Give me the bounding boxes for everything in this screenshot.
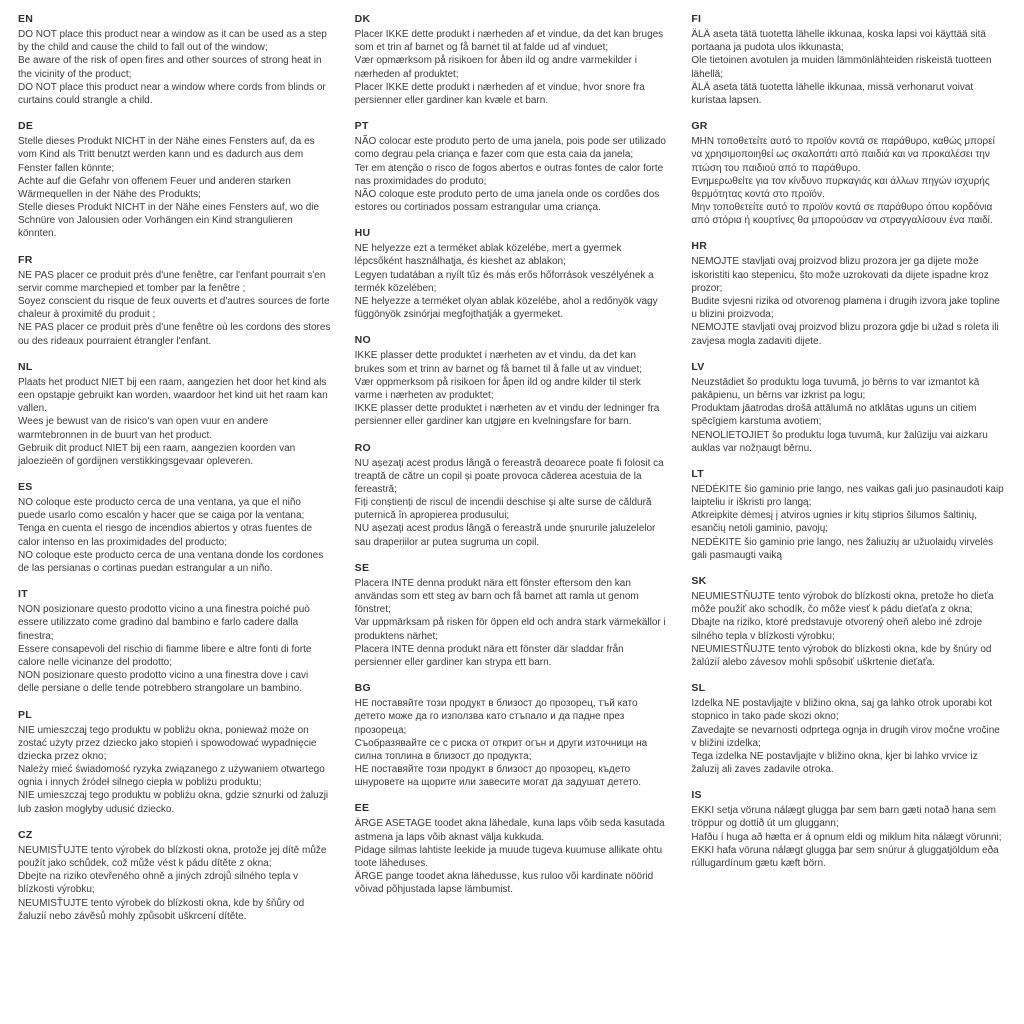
language-section-hr xyxy=(691,240,1004,347)
language-code: NL xyxy=(18,360,33,373)
language-code: CZ xyxy=(18,828,33,841)
warning-text: ÄRGE ASETAGE toodet akna lähedale, kuna laps võib seda kasutada astmena ja laps võib aknast välja kukkuda. xyxy=(354,818,665,843)
warning-text: NU așezați acest produs lângă o fereastră deoarece poate fi folosit ca treaptă de către un copil și poate provoca căderea acestuia de la fereastră; xyxy=(354,457,664,495)
warning-text: NE PAS placer ce produit près d'une fenêtre où les cordons des stores ou des rideaux pourraient étrangler l'enfant. xyxy=(18,322,331,347)
warning-text: Gebruik dit product NIET bij een raam, aangezien koorden van jaloezieën of gordijnen verstikkingsgevaar opleveren. xyxy=(18,442,296,467)
language-section-sl xyxy=(691,682,1004,776)
warning-text: Stelle dieses Produkt NICHT in der Nähe eines Fensters auf, wo die Schnüre von Jalousien oder Vorhängen ein Kind strangulieren könnten. xyxy=(18,202,320,240)
warning-text: Dbejte na riziko otevřeného ohně a jiných zdrojů silného tepla v blízkosti výrobku; xyxy=(18,871,299,896)
warning-text: NE helyezze ezt a terméket ablak közelébe, mert a gyermek lépcsőként használhatja, és kieshet az ablakon; xyxy=(354,243,622,268)
warning-text: Placer IKKE dette produkt i nærheden af et vindue, hvor snore fra persienner eller gardiner kan kvæle et barn. xyxy=(354,81,645,106)
warning-text: Hafðu í huga að hætta er á opnum eldi og miklum hita nálægt vörunni; xyxy=(691,831,1002,843)
warning-text: Tenga en cuenta el riesgo de incendios abiertos y otras fuentes de calor intenso en las proximidades del producto; xyxy=(18,523,313,548)
language-code: PT xyxy=(354,120,369,133)
warning-text: EKKI setja vöruna nálægt glugga þar sem barn gæti notað hana sem tröppur og dottið út um gluggann; xyxy=(691,805,996,830)
column-1 xyxy=(18,13,331,936)
warning-text: DO NOT place this product near a window where cords from blinds or curtains could strangle a child. xyxy=(18,81,326,106)
language-code: SL xyxy=(691,682,706,695)
language-section-fi xyxy=(691,13,1004,107)
warning-text: Var uppmärksam på risken för öppen eld och andra stark värmekällor i produktens närhet; xyxy=(354,617,666,642)
language-code: NO xyxy=(354,334,372,347)
language-section-de xyxy=(18,120,331,241)
warning-text: Съобразявайте се с риска от открит огън и други източници на силна топлина в близост до продукта; xyxy=(354,737,648,762)
warning-text: НЕ поставяйте този продукт в близост до прозорец, тъй като детето може да го използва като стъпало и да падне през прозореца; xyxy=(354,698,638,736)
warning-text: Wees je bewust van de risico's van open vuur en andere warmtebronnen in de buurt van het product. xyxy=(18,416,269,441)
warning-text: ÄRGE pange toodet akna lähedusse, kus ruloo või kardinate nöörid võivad põhjustada lapse lämbumist. xyxy=(354,871,654,896)
warning-text: Soyez conscient du risque de feux ouverts et d'autres sources de forte chaleur à proximité du produit ; xyxy=(18,296,330,321)
warning-columns xyxy=(18,13,1004,936)
warning-text: NE PAS placer ce produit près d'une fenêtre, car l'enfant pourrait s'en servir comme marchepied et tomber par la fenêtre ; xyxy=(18,269,326,294)
warning-text: IKKE plasser dette produktet i nærheten av et vindu der ledninger fra persienner eller gardiner kan utgjøre en kvelningsfare for barn. xyxy=(354,403,660,428)
language-section-pt xyxy=(355,120,668,214)
language-section-lv xyxy=(691,361,1004,455)
warning-text: NON posizionare questo prodotto vicino a una finestra poiché può essere utilizzato come gradino dal bambino e farlo cadere dalla finestra; xyxy=(18,604,310,642)
warning-text: ÄLÄ aseta tätä tuotetta lähelle ikkunaa, missä verhonarut voivat kuristaa lapsen. xyxy=(691,81,974,106)
warning-text: NEMOJTE stavljati ovaj proizvod blizu prozora gdje bi užad s roleta ili zavjesa mogla zadaviti dijete. xyxy=(691,322,999,347)
language-section-pl xyxy=(18,709,331,816)
language-code: ES xyxy=(18,481,33,494)
warning-text: Ole tietoinen avotulen ja muiden lämmönlähteiden riskeistä tuotteen lähellä; xyxy=(691,55,992,80)
warning-text: NEUMIESTŇUJTE tento výrobok do blízkosti okna, pretože ho dieťa môže použiť ako schodík, čo môže viesť k pádu dieťaťa z okna; xyxy=(691,591,994,616)
warning-text: Achte auf die Gefahr von offenem Feuer und anderen starken Wärmequellen in der Nähe des Produkts; xyxy=(18,175,291,200)
warning-text: Plaats het product NIET bij een raam, aangezien het door het kind als een opstapje gebruikt kan worden, waardoor het kind uit het raam kan vallen. xyxy=(18,376,328,415)
language-code: BG xyxy=(354,682,372,695)
warning-text: Fiți conștienți de riscul de incendii deschise și alte surse de căldură puternică în apropierea produsului; xyxy=(354,497,652,522)
warning-text: NO coloque este producto cerca de una ventana donde los cordones de las persianas o cortinas puedan estrangular a un niño. xyxy=(18,549,324,574)
language-code: RO xyxy=(354,441,372,454)
column-2 xyxy=(355,13,668,910)
warning-text: NEMOJTE stavljati ovaj proizvod blizu prozora jer ga dijete može iskoristiti kao stepenicu, što može uzrokovati da dijete ispadne kroz prozor; xyxy=(691,256,989,294)
warning-text: Należy mieć świadomość ryzyka związanego z używaniem otwartego ognia i innych źródeł silnego ciepła w pobliżu produktu; xyxy=(18,764,325,789)
language-code: EE xyxy=(354,802,370,815)
language-section-bg xyxy=(355,682,668,789)
language-section-ee xyxy=(355,802,668,896)
warning-text: ÄLÄ aseta tätä tuotetta lähelle ikkunaa, koska lapsi voi käyttää sitä portaana ja pudota ulos ikkunasta; xyxy=(691,29,986,54)
language-code: DK xyxy=(354,13,371,25)
warning-text: NEUMIESTŇUJTE tento výrobok do blízkosti okna, kde by šnúry od žalúzií alebo závesov mohli spôsobiť uškrtenie dieťaťa. xyxy=(691,643,992,668)
warning-text: Stelle dieses Produkt NICHT in der Nähe eines Fensters auf, da es vom Kind als Tritt benutzt werden kann und es dadurch aus dem Fenster fallen könnte; xyxy=(18,136,315,174)
language-section-cz xyxy=(18,829,331,923)
language-section-dk xyxy=(355,13,668,107)
warning-text: NEUMISŤUJTE tento výrobek do blízkosti okna, kde by šňůry od žaluzií nebo závěsů mohly způsobit uškrcení dítěte. xyxy=(18,897,305,922)
warning-text: Zavedajte se nevarnosti odprtega ognja in drugih virov močne vročine v bližini izdelka; xyxy=(691,724,1000,749)
warning-text: IKKE plasser dette produktet i nærheten av et vindu, da det kan brukes som et trinn av barnet og få barnet til å falle ut av vinduet; xyxy=(354,350,643,375)
warning-text: NEDĖKITE šio gaminio prie lango, nes žaliuzių ar užuolaidų virvelės gali pasmaugti vaiką xyxy=(691,536,994,561)
language-code: LV xyxy=(691,360,705,373)
warning-text: Budite svjesni rizika od otvorenog plamena i drugih izvora jake topline u blizini proizvoda; xyxy=(691,296,1000,321)
language-code: GR xyxy=(691,120,708,133)
warning-text: Ter em atenção o risco de fogos abertos e outras fontes de calor forte nas proximidades do produto; xyxy=(354,162,664,187)
column-3 xyxy=(691,13,1004,883)
language-code: SK xyxy=(691,575,707,587)
language-code: FI xyxy=(691,13,702,25)
language-code: HR xyxy=(691,240,708,253)
language-section-lt xyxy=(691,468,1004,562)
warning-text: NE helyezze a terméket olyan ablak közelébe, ahol a redőnyök vagy függönyök zsinórjai megfojthatják a gyermeket. xyxy=(354,296,658,321)
warning-text: Essere consapevoli del rischio di fiamme libere e altre fonti di forte calore nelle vicinanze del prodotto; xyxy=(18,643,312,668)
warning-text: Dbajte na riziko, ktoré predstavuje otvorený oheň alebo iné zdroje silného tepla v blízkosti výrobku; xyxy=(691,617,983,642)
warning-text: Izdelka NE postavljajte v bližino okna, saj ga lahko otrok uporabi kot stopnico in tako pade skozi okno; xyxy=(691,698,993,723)
warning-text: НЕ поставяйте този продукт в близост до прозорец, където шнуровете на щорите или завесите могат да задушат детето. xyxy=(354,764,642,789)
warning-text: Tega izdelka NE postavljajte v bližino okna, kjer bi lahko vrvice iz žaluzij ali zaves zadavile otroka. xyxy=(691,750,978,776)
language-code: HU xyxy=(354,227,371,240)
warning-text: NEDĖKITE šio gaminio prie lango, nes vaikas gali juo pasinaudoti kaip laipteliu ir iškristi pro langą; xyxy=(691,483,1004,509)
language-code: DE xyxy=(18,120,34,133)
warning-text: NIE umieszczaj tego produktu w pobliżu okna, ponieważ może on zostać użyty przez dziecko jako stopień i spowodować wypadnięcie dziecka przez okno; xyxy=(18,724,317,762)
language-section-sk xyxy=(691,575,1004,669)
language-section-gr xyxy=(691,120,1004,227)
language-section-es xyxy=(18,481,331,575)
language-section-hu xyxy=(355,227,668,321)
warning-text: Neuzstādiet šo produktu loga tuvumā, jo bērns to var izmantot kā pakāpienu, un bērns var izkrist pa logu; xyxy=(691,376,980,401)
language-section-is xyxy=(691,789,1004,870)
warning-text: NU așezați acest produs lângă o fereastră unde șnururile jaluzelelor sau draperiilor ar putea sugruma un copil. xyxy=(354,523,656,548)
warning-text: Placer IKKE dette produkt i nærheden af et vindue, da det kan bruges som et trin af barnet og få barnet til at falde ud af vinduet; xyxy=(354,29,664,54)
warning-text: Vær oppmerksom på risikoen for åpen ild og andre kilder til sterk varme i nærheten av produktet; xyxy=(354,376,641,401)
warning-text: Placera INTE denna produkt nära ett fönster eftersom den kan användas som ett steg av barn och få barnet att ramla ut genom fönstret; xyxy=(354,577,639,616)
warning-text: Vær opmærksom på risikoen for åben ild og andre varmekilder i nærheden af produktet; xyxy=(354,55,637,80)
language-section-it xyxy=(18,588,331,695)
warning-text: DO NOT place this product near a window as it can be used as a step by the child and cause the child to fall out of the window; xyxy=(18,29,327,54)
language-section-fr xyxy=(18,254,331,348)
warning-text: Legyen tudatában a nyílt tűz és más erős hőforrások veszélyének a termék közelében; xyxy=(354,269,654,294)
warning-text: ΜΗΝ τοποθετείτε αυτό το προϊόν κοντά σε παράθυρο, καθώς μπορεί να χρησιμοποιηθεί ως σκαλοπάτι από παιδιά και να προκαλέσει την πτώση του παιδιού από το παράθυρο. xyxy=(691,136,995,174)
language-code: LT xyxy=(691,467,704,480)
language-section-no xyxy=(355,334,668,428)
warning-text: Ενημερωθείτε για τον κίνδυνο πυρκαγιάς και άλλων πηγών ισχυρής θερμότητας κοντά στο προϊόν. xyxy=(691,175,990,200)
language-section-se xyxy=(355,562,668,669)
warning-text: Atkreipkite dėmesį į atviros ugnies ir kitų stiprios šilumos šaltinių, esančių netoli gaminio, pavojų; xyxy=(691,510,977,535)
language-code: PL xyxy=(18,708,33,721)
language-code: IS xyxy=(691,789,702,802)
language-section-nl xyxy=(18,361,331,468)
language-code: FR xyxy=(18,253,33,266)
language-section-ro xyxy=(355,442,668,549)
warning-text: NON posizionare questo prodotto vicino a una finestra dove i cavi delle persiane o delle tende potrebbero strangolare un bambino. xyxy=(18,670,309,695)
warning-text: Μην τοποθετείτε αυτό το προϊόν κοντά σε παράθυρο όπου κορδόνια από στόρια ή κουρτίνες θα μπορούσαν να στραγγαλίσουν ένα παιδί. xyxy=(691,202,993,227)
warning-text: NÃO colocar este produto perto de uma janela, pois pode ser utilizado como degrau pela criança e fazer com que esta caia da janela; xyxy=(354,136,666,161)
warning-text: NÃO coloque este produto perto de uma janela onde os cordões dos estores ou cortinados possam estrangular uma criança. xyxy=(354,188,660,214)
warning-text: Be aware of the risk of open fires and other sources of strong heat in the vicinity of the product; xyxy=(18,55,322,80)
warning-text: Placera INTE denna produkt nära ett fönster där sladdar från persienner eller gardiner kan strypa ett barn. xyxy=(354,643,624,668)
language-section-en xyxy=(18,13,331,107)
warning-text: NEUMISŤUJTE tento výrobek do blízkosti okna, protože jej dítě může použít jako schůdek, což může vést k pádu dítěte z okna; xyxy=(18,844,327,869)
warning-text: NENOLIETOJIET šo produktu loga tuvumā, kur žalūziju vai aizkaru auklas var nožņaugt bērnu. xyxy=(691,429,988,454)
warning-text: EKKI hafa vöruna nálægt glugga þar sem snúrur á gluggatjöldum eða rúllugardínum gætu kæft börn. xyxy=(691,844,999,869)
language-code: IT xyxy=(18,588,28,601)
warning-text: Produktam jāatrodas drošā attālumā no atklātas uguns un citiem spēcīgiem karstuma avotiem; xyxy=(691,403,977,428)
warning-text: NO coloque este producto cerca de una ventana, ya que el niño puede usarlo como escalón y hacer que se caiga por la ventana; xyxy=(18,497,305,522)
warning-text: NIE umieszczaj tego produktu w pobliżu okna, gdzie sznurki od żaluzji lub zasłon mogłyby udusić dziecko. xyxy=(18,790,329,815)
language-code: EN xyxy=(18,13,34,25)
warning-text: Pidage silmas lahtiste leekide ja muude tugeva kuumuse allikate ohtu toote läheduses. xyxy=(354,844,663,869)
language-code: SE xyxy=(354,561,370,574)
